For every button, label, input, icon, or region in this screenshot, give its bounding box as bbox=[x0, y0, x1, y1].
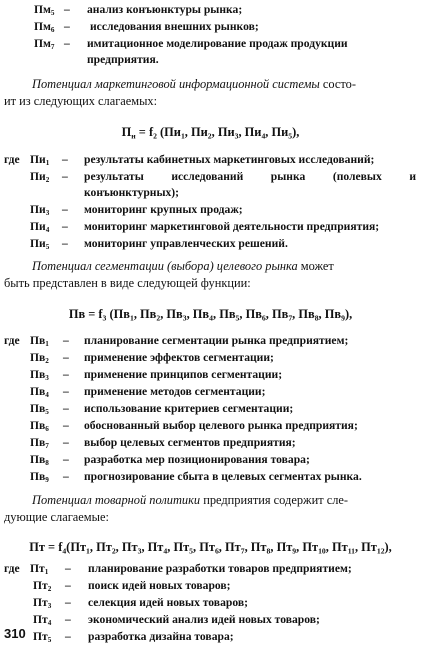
list-item: $Пт_3$ – селекция идей новых товаров; bbox=[33, 596, 248, 611]
formula-term: $Пт_7$ bbox=[225, 540, 245, 556]
list-item: $Пв_8$ – разработка мер позиционирования товара; bbox=[30, 453, 310, 468]
formula-term: $Пв_8$ bbox=[298, 307, 319, 323]
list-item: $Пв_3$ – применение принципов сегментации; bbox=[30, 368, 283, 383]
paragraph-3-line-2: дующие слагаемые: bbox=[4, 510, 109, 524]
list-item: $Пм_7$ – имитационное моделирование продаж продукции bbox=[34, 37, 348, 52]
list-item: $Пв_7$ – выбор целевых сегментов предприятия; bbox=[30, 436, 296, 451]
formula-term: $Пт_4$ bbox=[147, 540, 168, 556]
formula-term: $Пи_2$ bbox=[191, 125, 212, 141]
list-item: где $Пв_1$ – планирование сегментации рынка предприятием; bbox=[4, 334, 349, 349]
paragraph-1-line-1: Потенциал маркетинговой информационной системы состо- bbox=[32, 77, 357, 91]
formula-term: $Пи_5$ bbox=[271, 125, 293, 141]
list-item-continuation: конъюнктурных); bbox=[84, 186, 180, 199]
list-item: $Пт_4$ – экономический анализ идей новых товаров; bbox=[33, 613, 320, 628]
list-item: $Пт_5$ – разработка дизайна товара; bbox=[33, 630, 234, 645]
formula-term: $Пт_2$ bbox=[96, 540, 116, 556]
formula-term: $Пи_1$ bbox=[164, 125, 185, 141]
list-item: $Пв_6$ – обоснованный выбор целевого рынка предприятия; bbox=[30, 419, 358, 434]
formula-term: $Пв_5$ bbox=[219, 307, 240, 323]
formula-term: $Пт_1$ bbox=[70, 540, 90, 556]
paragraph-3-line-1: Потенциал товарной политики предприятия содержит сле- bbox=[32, 493, 349, 507]
formula-term: $Пв_4$ bbox=[192, 307, 213, 323]
formula-2: Пв = $f_3$ ($Пв_1$, $Пв_2$, $Пв_3$, $Пв_4$, $Пв_5$, $Пв_6$, $Пв_7$, $Пв_8$, $Пв_9$), bbox=[68, 307, 353, 323]
formula-term: $Пв_3$ bbox=[166, 307, 187, 323]
formula-term: $Пт_9$ bbox=[276, 540, 297, 556]
formula-term: $Пи_3$ bbox=[217, 125, 239, 141]
list-item: $Пв_9$ – прогнозирование сбыта в целевых сегментах рынка. bbox=[30, 470, 362, 485]
list-item: $Пв_2$ – применение эффектов сегментации; bbox=[30, 351, 274, 366]
formula-term: $Пт_{12}$ bbox=[361, 540, 385, 556]
list-item: где $Пи_1$ – результаты кабинетных маркетинговых исследований; bbox=[4, 153, 375, 168]
formula-term: $Пт_5$ bbox=[173, 540, 194, 556]
list-item: $Пм_5$ – анализ конъюнктуры рынка; bbox=[34, 3, 243, 18]
list-item: $Пи_4$ – мониторинг маркетинговой деятельности предприятия; bbox=[30, 220, 380, 235]
page-number: 310 bbox=[4, 626, 26, 641]
formula-term: $Пв_7$ bbox=[271, 307, 293, 323]
list-item: $Пи_5$ – мониторинг управленческих решений. bbox=[30, 237, 288, 252]
list-item-continuation: предприятия. bbox=[87, 53, 159, 66]
formula-3: Пт = $f_4(Пт_1$, $Пт_2$, $Пт_3$, $Пт_4$, $Пт_5$, $Пт_6$, $Пт_7$, $Пт_8$, $Пт_9$, $Пт_{10}$, $Пт_{11}$, $Пт_{12}$), bbox=[29, 540, 392, 556]
paragraph-2-line-2: быть представлен в виде следующей функции: bbox=[4, 276, 251, 290]
formula-term: $Пв_1$ bbox=[113, 307, 134, 323]
list-item: $Пв_4$ – применение методов сегментации; bbox=[30, 385, 266, 400]
formula-term: $Пт_{11}$ bbox=[331, 540, 355, 556]
list-item: $Пв_5$ – использование критериев сегментации; bbox=[30, 402, 294, 417]
formula-term: $Пв_6$ bbox=[245, 307, 266, 323]
list-item: $Пм_6$ – исследования внешних рынков; bbox=[34, 20, 259, 35]
list-item: где $Пт_1$ – планирование разработки товаров предприятием; bbox=[4, 562, 352, 577]
formula-term: $Пт_8$ bbox=[250, 540, 271, 556]
formula-term: $Пв_2$ bbox=[140, 307, 161, 323]
formula-term: $Пт_3$ bbox=[121, 540, 142, 556]
formula-term: $Пт_{10}$ bbox=[302, 540, 326, 556]
formula-term: $Пт_6$ bbox=[199, 540, 219, 556]
paragraph-2-line-1: Потенциал сегментации (выбора) целевого рынка может bbox=[32, 259, 334, 273]
formula-term: $Пв_9$ bbox=[324, 307, 345, 323]
list-item: $Пи_3$ – мониторинг крупных продаж; bbox=[30, 203, 243, 218]
list-item: $Пи_2$ – результаты исследований рынка (полевых и bbox=[30, 170, 416, 185]
paragraph-1-line-2: ит из следующих слагаемых: bbox=[4, 94, 158, 108]
formula-1: $П_н = f_2$ ($Пи_1$, $Пи_2$, $Пи_3$, $Пи_4$, $Пи_5$), bbox=[121, 125, 300, 141]
formula-term: $Пи_4$ bbox=[244, 125, 266, 141]
list-item: $Пт_2$ – поиск идей новых товаров; bbox=[33, 579, 231, 594]
